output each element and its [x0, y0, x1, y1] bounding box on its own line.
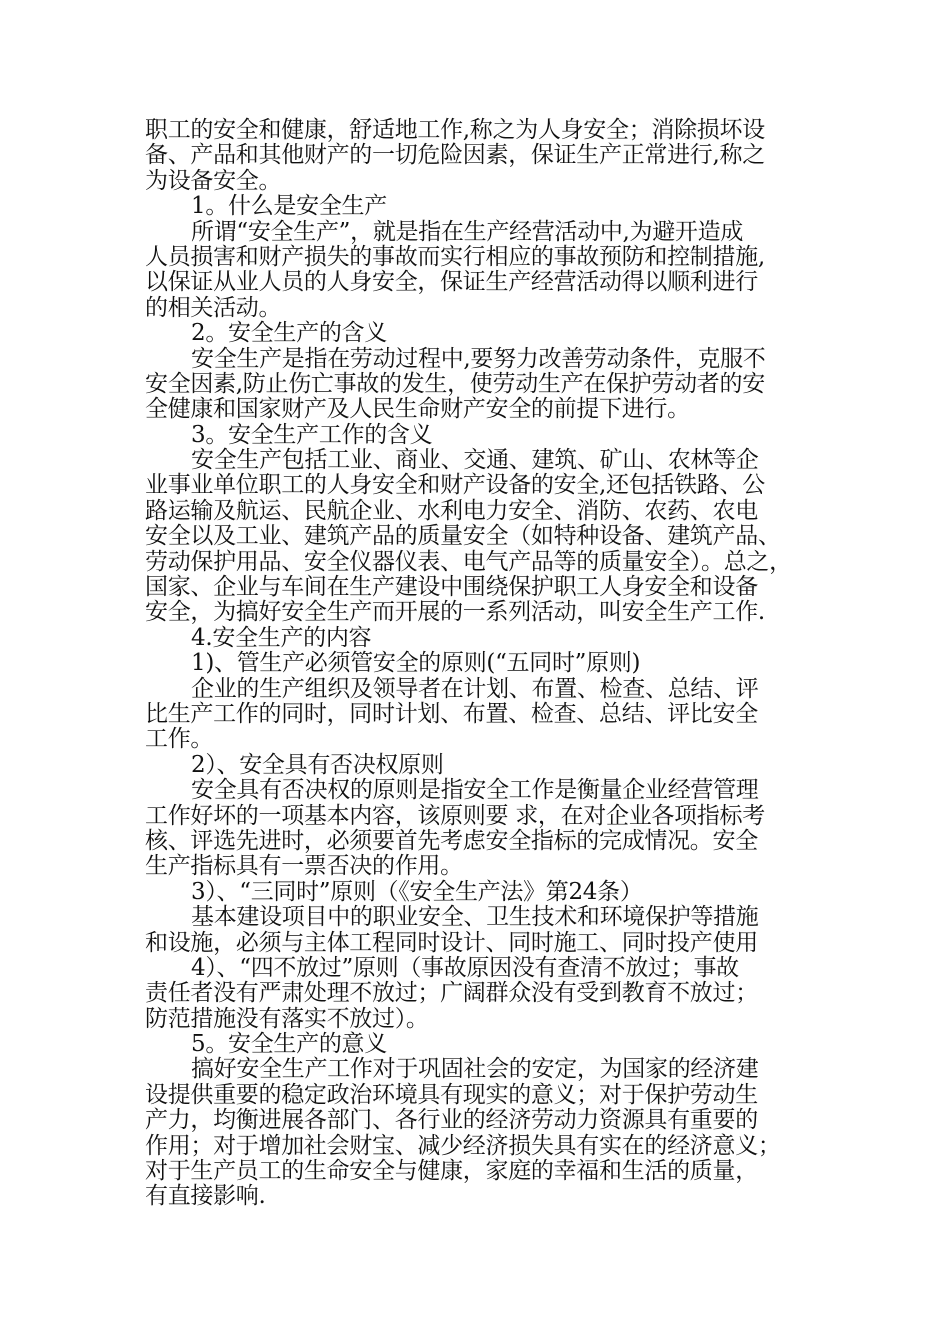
text-line: 比生产工作的同时，同时计划、布置、检查、总结、评比安全 [145, 700, 758, 727]
text-line: 业事业单位职工的人身安全和财产设备的安全,还包括铁路、公 [145, 472, 765, 499]
document-body [145, 118, 810, 1210]
text-line: 全健康和国家财产及人民生命财产安全的前提下进行。 [145, 396, 690, 423]
text-line: 3。安全生产工作的含义 [191, 421, 433, 448]
text-line: 所谓“安全生产”，就是指在生产经营活动中,为避开造成 [191, 218, 744, 245]
text-line: 备、产品和其他财产的一切危险因素，保证生产正常进行,称之 [145, 142, 765, 169]
text-line: 安全，为搞好安全生产而开展的一系列活动，叫安全生产工作. [145, 599, 765, 626]
text-line: 安全以及工业、建筑产品的质量安全（如特种设备、建筑产品、 [145, 523, 781, 550]
text-line: 2）、安全具有否决权原则 [191, 751, 444, 778]
text-line: 安全生产是指在劳动过程中,要努力改善劳动条件，克服不 [191, 345, 766, 372]
text-line: 企业的生产组织及领导者在计划、布置、检查、总结、评 [191, 675, 759, 702]
text-line: 3）、“三同时”原则（《安全生产法》第24条） [191, 878, 643, 905]
text-line: 国家、企业与车间在生产建设中围绕保护职工人身安全和设备 [145, 574, 758, 601]
text-line: 搞好安全生产工作对于巩固社会的安定，为国家的经济建 [191, 1056, 759, 1083]
text-line: 安全生产包括工业、商业、交通、建筑、矿山、农林等企 [191, 447, 759, 474]
text-line: 和设施，必须与主体工程同时设计、同时施工、同时投产使用 [145, 929, 758, 956]
text-line: 的相关活动。 [145, 294, 282, 321]
text-line: 工作。 [145, 726, 214, 753]
text-line: 工作好坏的一项基本内容，该原则要 求，在对企业各项指标考 [145, 802, 765, 829]
text-line: 2。安全生产的含义 [191, 320, 387, 347]
text-line: 路运输及航运、民航企业、水利电力安全、消防、农药、农电 [145, 497, 758, 524]
text-line: 产力，均衡进展各部门、各行业的经济劳动力资源具有重要的 [145, 1107, 758, 1134]
text-line: 1。什么是安全生产 [191, 193, 387, 220]
text-line: 人员损害和财产损失的事故而实行相应的事故预防和控制措施, [145, 243, 765, 270]
text-line: 防范措施没有落实不放过）。 [145, 1005, 429, 1032]
text-line: 设提供重要的稳定政治环境具有现实的意义；对于保护劳动生 [145, 1081, 758, 1108]
text-line: 劳动保护用品、安全仪器仪表、电气产品等的质量安全）。总之， [145, 548, 792, 575]
text-line: 作用；对于增加社会财宝、减少经济损失具有实在的经济意义； [145, 1132, 781, 1159]
text-line: 4.安全生产的内容 [191, 624, 372, 651]
text-line: 基本建设项目中的职业安全、卫生技术和环境保护等措施 [191, 904, 759, 931]
text-line: 为设备安全。 [145, 167, 282, 194]
text-line: 对于生产员工的生命安全与健康，家庭的幸福和生活的质量， [145, 1158, 758, 1185]
text-line: 5。安全生产的意义 [191, 1031, 387, 1058]
text-line: 1)、管生产必须管安全的原则(“五同时”原则) [191, 650, 641, 677]
text-line: 职工的安全和健康，舒适地工作,称之为人身安全；消除损坏设 [145, 117, 765, 143]
text-line: 生产指标具有一票否决的作用。 [145, 853, 463, 880]
text-line: 责任者没有严肃处理不放过；广阔群众没有受到教育不放过； [145, 980, 758, 1007]
text-line: 以保证从业人员的人身安全，保证生产经营活动得以顺利进行 [145, 269, 758, 296]
text-line: 安全因素,防止伤亡事故的发生，使劳动生产在保护劳动者的安 [145, 370, 765, 397]
text-line: 有直接影响. [145, 1183, 266, 1210]
text-line: 安全具有否决权的原则是指安全工作是衡量企业经营管理 [191, 777, 759, 804]
text-line: 核、评选先进时，必须要首先考虑安全指标的完成情况。安全 [145, 827, 758, 854]
text-line: 4）、“四不放过”原则（事故原因没有查清不放过；事故 [191, 954, 739, 981]
